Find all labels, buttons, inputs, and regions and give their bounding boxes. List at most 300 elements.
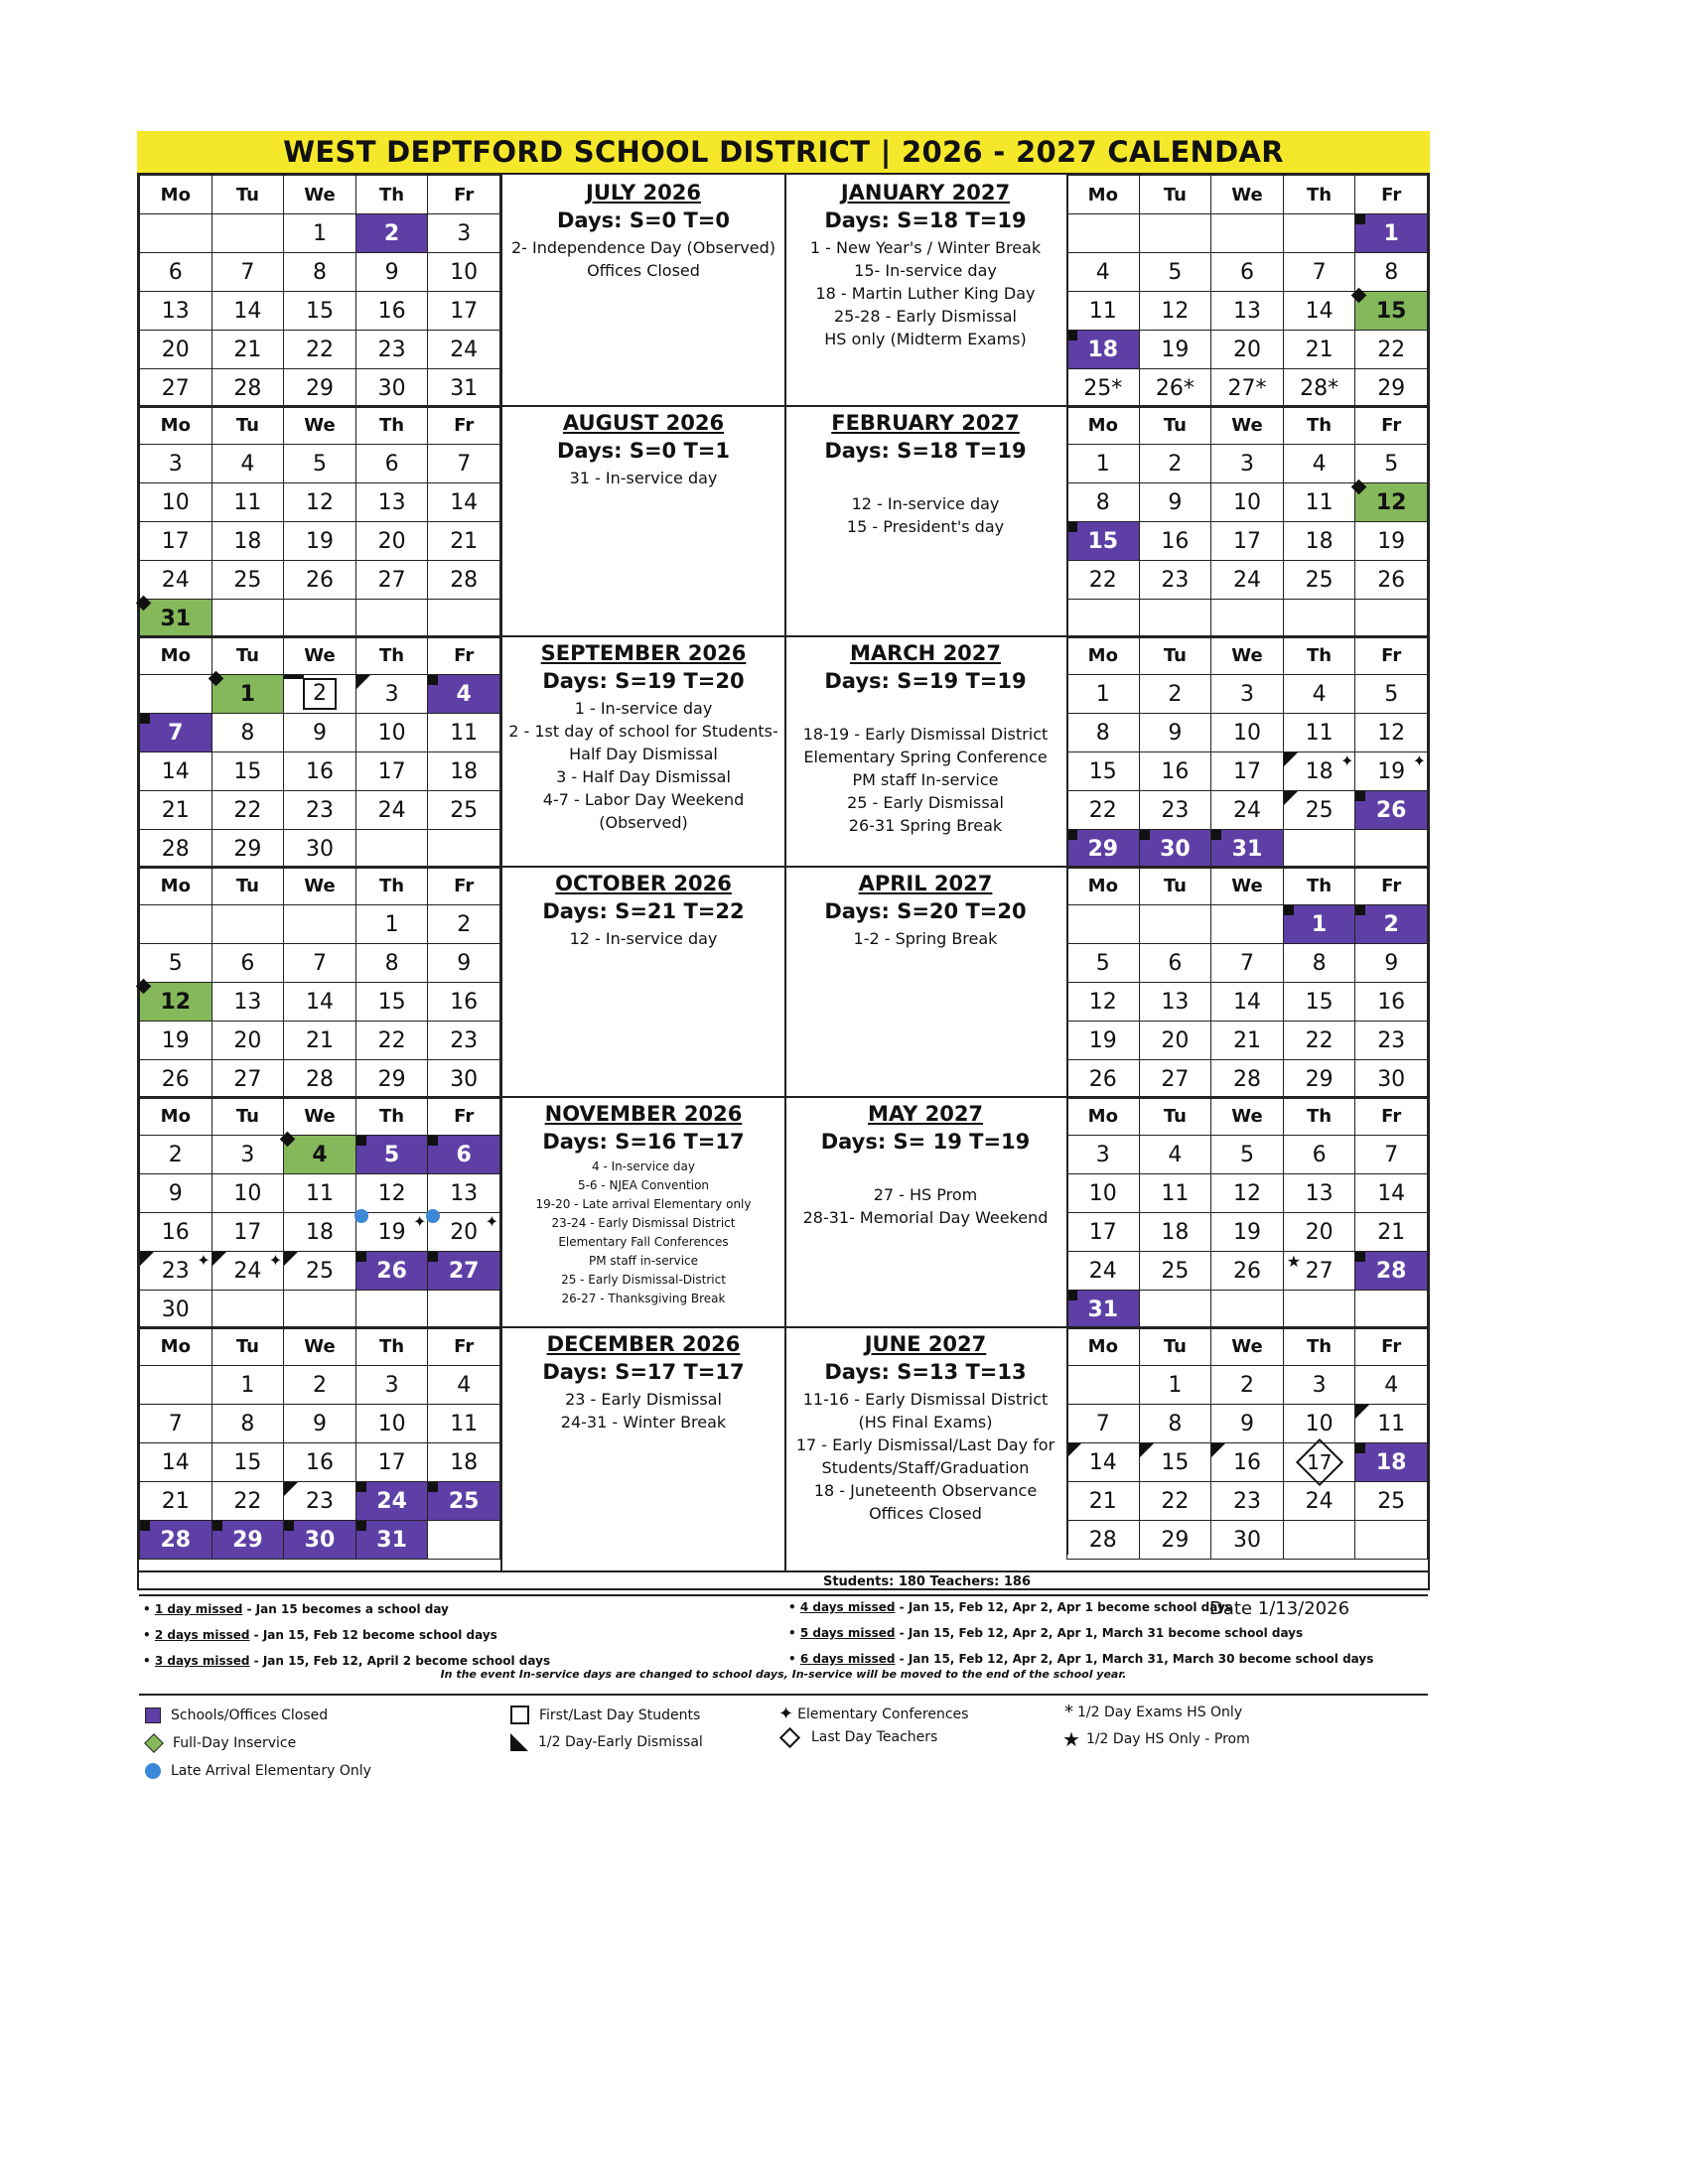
days-count: Days: S=19 T=20 [542, 669, 745, 693]
month-events [784, 723, 1066, 837]
day-cell: 24 [1067, 1252, 1140, 1291]
day-cell [211, 1291, 284, 1329]
day-cell: 8 [1067, 483, 1140, 522]
weekday-header: Fr [1355, 636, 1428, 675]
day-cell: 10 [1067, 1174, 1140, 1213]
closed-square-icon [1355, 905, 1365, 915]
month-name: FEBRUARY 2027 [831, 411, 1020, 435]
day-cell: 28* [1283, 369, 1355, 408]
weekday-header: We [1211, 867, 1284, 905]
day-cell [1283, 600, 1355, 638]
weekday-header: Th [1283, 867, 1355, 905]
days-count: Days: S=13 T=13 [824, 1360, 1027, 1384]
month-info-feb [784, 405, 1066, 538]
day-cell: 7 [1067, 1405, 1140, 1443]
closed-square-icon [1355, 1252, 1365, 1262]
prom-star-icon: ★ [1062, 1727, 1080, 1751]
day-cell: 22 [1067, 791, 1140, 830]
days-count: Days: S=20 T=20 [824, 899, 1027, 923]
day-cell: 14 [140, 752, 212, 791]
day-cell: 2 [284, 1366, 356, 1405]
event-line: Half Day Dismissal [569, 745, 718, 763]
calendar-grid-mar [1066, 635, 1428, 869]
day-cell: 19 [1139, 331, 1211, 369]
day-cell: 27 [428, 1252, 500, 1291]
day-cell: 26 [1211, 1252, 1284, 1291]
days-count: Days: S=18 T=19 [824, 439, 1027, 463]
month-events [502, 927, 784, 950]
day-cell: 22 [211, 1482, 284, 1521]
weekday-header: Tu [1139, 636, 1211, 675]
day-cell: 11 [1283, 714, 1355, 752]
day-cell [1139, 600, 1211, 638]
day-cell: 24 ✦ [211, 1252, 284, 1291]
day-cell: 31 [428, 369, 500, 408]
day-cell: 28 [140, 830, 212, 869]
day-cell: 6 [140, 253, 212, 292]
half-day-triangle-icon [1140, 1443, 1154, 1457]
event-line: 1 - In-service day [574, 699, 713, 718]
day-cell: 10 [1283, 1405, 1355, 1443]
divider-v3 [1066, 175, 1068, 1555]
days-count: Days: S=17 T=17 [542, 1360, 745, 1384]
day-cell: 13 [355, 483, 428, 522]
day-cell: 1 [211, 1366, 284, 1405]
weekday-header: Tu [1139, 1097, 1211, 1136]
day-cell [1211, 905, 1284, 944]
day-cell: 30 [355, 369, 428, 408]
day-cell: 19 [1355, 522, 1428, 561]
day-cell: 25 [1283, 791, 1355, 830]
day-cell: 17 [428, 292, 500, 331]
day-cell: 1 [1355, 214, 1428, 253]
day-cell: 28 [1211, 1060, 1284, 1099]
day-cell [1139, 214, 1211, 253]
day-cell: 22 [284, 331, 356, 369]
weekday-header: Th [355, 867, 428, 905]
day-cell [211, 600, 284, 638]
day-cell: 7 [211, 253, 284, 292]
event-line: 25-28 - Early Dismissal [834, 307, 1017, 326]
month-name: MARCH 2027 [849, 641, 1002, 665]
divider-h1 [139, 405, 1428, 407]
day-cell [1283, 1521, 1355, 1560]
day-cell: 12 [1139, 292, 1211, 331]
day-cell: 26* [1139, 369, 1211, 408]
day-cell: 28 [428, 561, 500, 600]
day-cell: 6 [211, 944, 284, 983]
day-cell [1067, 905, 1140, 944]
day-cell: 12 [1211, 1174, 1284, 1213]
weekday-header: Fr [428, 176, 500, 214]
day-cell: 11 [284, 1174, 356, 1213]
day-cell: 30 [1355, 1060, 1428, 1099]
day-cell: 19 [140, 1022, 212, 1060]
event-line: Elementary Spring Conference [803, 748, 1048, 766]
day-cell: 29 [284, 369, 356, 408]
day-cell: 18 [284, 1213, 356, 1252]
day-cell: 6 [1139, 944, 1211, 983]
day-cell: 31 [355, 1521, 428, 1560]
event-line: 25 - Early Dismissal-District [561, 1273, 726, 1287]
day-cell [1139, 905, 1211, 944]
weekday-header: We [1211, 1097, 1284, 1136]
day-cell [355, 1291, 428, 1329]
day-cell: 16 [284, 1443, 356, 1482]
half-day-triangle-icon [212, 1252, 226, 1266]
day-cell: 13 [1211, 292, 1284, 331]
day-cell: 22 [1283, 1022, 1355, 1060]
weekday-header: Th [355, 636, 428, 675]
month-info-jul [502, 175, 784, 282]
day-cell: 24 [1211, 561, 1284, 600]
event-line: Students/Staff/Graduation [821, 1458, 1030, 1477]
divider-h5 [139, 1326, 1428, 1328]
weekday-header: Mo [1067, 1097, 1140, 1136]
weekday-header: We [1211, 1327, 1284, 1366]
month-name: JULY 2026 [586, 181, 701, 205]
weekday-header: Mo [140, 867, 212, 905]
weekday-header: Mo [140, 176, 212, 214]
event-line: 23-24 - Early Dismissal District [551, 1216, 736, 1230]
day-cell: 5 [1139, 253, 1211, 292]
day-cell: 15 [211, 1443, 284, 1482]
day-cell: 8 [1283, 944, 1355, 983]
weekday-header: Fr [1355, 1097, 1428, 1136]
day-cell: 15 [211, 752, 284, 791]
day-cell: 23 [284, 1482, 356, 1521]
day-cell: 8 [1067, 714, 1140, 752]
day-cell: 14 [140, 1443, 212, 1482]
day-cell: 27* [1211, 369, 1284, 408]
day-cell: 8 [1139, 1405, 1211, 1443]
event-line: 17 - Early Dismissal/Last Day for [795, 1435, 1055, 1454]
event-line: 18-19 - Early Dismissal District [802, 725, 1049, 744]
month-name: JANUARY 2027 [840, 181, 1011, 205]
day-cell: 3 [211, 1136, 284, 1174]
day-cell: 16 [1355, 983, 1428, 1022]
event-line: 26-27 - Thanksgiving Break [561, 1292, 726, 1305]
event-line: 31 - In-service day [569, 469, 718, 487]
closed-square-icon [356, 1252, 366, 1262]
day-cell: 3 [355, 1366, 428, 1405]
day-cell: 29 [211, 1521, 284, 1560]
day-cell: 21 [428, 522, 500, 561]
half-day-triangle-icon [1355, 1405, 1369, 1419]
day-cell: 18 [428, 752, 500, 791]
half-day-triangle-icon [284, 1482, 298, 1496]
divider-h4 [139, 1096, 1428, 1098]
closed-square-icon [1067, 522, 1077, 532]
event-line: 11-16 - Early Dismissal District [802, 1390, 1049, 1409]
closed-square-icon [1355, 214, 1365, 224]
weekday-header: Mo [1067, 867, 1140, 905]
days-count: Days: S=16 T=17 [542, 1130, 745, 1154]
weekday-header: Tu [211, 636, 284, 675]
day-cell: 17 [1211, 522, 1284, 561]
half-day-triangle-icon [356, 675, 370, 689]
legend-lastteach: Last Day Teachers [782, 1729, 937, 1745]
weekday-header: Tu [211, 867, 284, 905]
half-day-triangle-icon [1067, 1443, 1081, 1457]
day-cell: 4 [211, 445, 284, 483]
missed-rule-5: • 5 days missed - Jan 15, Feb 12, Apr 2, Apr 1, March 31 become school days [788, 1626, 1304, 1640]
day-cell: 24 [355, 791, 428, 830]
day-cell: 27 [1139, 1060, 1211, 1099]
event-line: PM staff in-service [588, 1254, 699, 1268]
closed-square-icon [428, 1136, 438, 1146]
day-cell: 2 [1211, 1366, 1284, 1405]
weekday-header: Mo [1067, 1327, 1140, 1366]
day-cell: 18 [1067, 331, 1140, 369]
day-cell [428, 1521, 500, 1560]
day-cell: 22 [211, 791, 284, 830]
day-cell: 13 [1283, 1174, 1355, 1213]
day-cell: 19 [284, 522, 356, 561]
day-cell: 9 [140, 1174, 212, 1213]
closed-square-icon [428, 1482, 438, 1492]
day-cell [1355, 600, 1428, 638]
inservice-diamond-icon [144, 1733, 164, 1753]
conference-star-icon: ✦ [1339, 751, 1354, 770]
legend-half: 1/2 Day-Early Dismissal [510, 1733, 703, 1751]
weekday-header: We [284, 406, 356, 445]
day-cell: 15 [1067, 522, 1140, 561]
day-cell [1211, 214, 1284, 253]
day-cell: 31 [140, 600, 212, 638]
weekday-header: Fr [1355, 867, 1428, 905]
calendar-grid-feb [1066, 405, 1428, 638]
event-line: 3 - Half Day Dismissal [556, 767, 731, 786]
divider-h6 [139, 1570, 1428, 1572]
day-cell [1283, 1291, 1355, 1329]
half-day-triangle-icon [1284, 791, 1298, 805]
weekday-header: Tu [1139, 1327, 1211, 1366]
closed-square-icon [1140, 830, 1150, 840]
day-cell [428, 600, 500, 638]
day-cell: 27 ★ [1283, 1252, 1355, 1291]
closed-square-icon [1355, 791, 1365, 801]
day-cell: 25 [1355, 1482, 1428, 1521]
day-cell: 1 [284, 214, 356, 253]
day-cell: 2 [1139, 675, 1211, 714]
closed-square-icon [356, 1521, 366, 1531]
event-line: (Observed) [599, 813, 688, 832]
event-line: 2- Independence Day (Observed) [510, 238, 776, 257]
day-cell: 1 [1067, 445, 1140, 483]
day-cell: 17 [1067, 1213, 1140, 1252]
missed-rule-6: • 6 days missed - Jan 15, Feb 12, Apr 2, Apr 1, March 31, March 30 become school days [788, 1652, 1374, 1666]
month-events [784, 1388, 1066, 1525]
day-cell: 12 [284, 483, 356, 522]
event-line: 26-31 Spring Break [848, 816, 1003, 835]
late-arrival-circle-icon [354, 1209, 368, 1223]
weekday-header: Th [1283, 1097, 1355, 1136]
day-cell [284, 905, 356, 944]
day-cell: 21 [1067, 1482, 1140, 1521]
closed-square-icon [356, 1482, 366, 1492]
day-cell: 10 [428, 253, 500, 292]
day-cell: 4 [428, 675, 500, 714]
day-cell: 28 [284, 1060, 356, 1099]
event-line: 12 - In-service day [851, 494, 1000, 513]
day-cell: 10 [355, 714, 428, 752]
day-cell: 13 [1139, 983, 1211, 1022]
day-cell: 28 [1355, 1252, 1428, 1291]
weekday-header: We [284, 867, 356, 905]
half-day-triangle-icon [284, 1252, 298, 1266]
day-cell [355, 600, 428, 638]
day-cell [1283, 1443, 1355, 1482]
weekday-header: We [1211, 636, 1284, 675]
day-cell: 11 [211, 483, 284, 522]
calendar-grid-nov [139, 1096, 500, 1329]
day-cell: 5 [355, 1136, 428, 1174]
day-cell: 23 [1139, 791, 1211, 830]
day-cell: 18 [1355, 1443, 1428, 1482]
calendar-title: WEST DEPTFORD SCHOOL DISTRICT | 2026 - 2027 CALENDAR [137, 131, 1430, 173]
day-cell: 2 [1139, 445, 1211, 483]
closed-square-icon [140, 714, 150, 724]
day-cell: 1 [1139, 1366, 1211, 1405]
day-cell: 5 [1067, 944, 1140, 983]
day-cell: 15 [1067, 752, 1140, 791]
day-cell: 16 [428, 983, 500, 1022]
day-cell: 10 [140, 483, 212, 522]
weekday-header: We [284, 176, 356, 214]
day-cell: 17 [1211, 752, 1284, 791]
day-cell [355, 830, 428, 869]
day-cell: 21 [1283, 331, 1355, 369]
day-cell: 16 [355, 292, 428, 331]
day-cell: 7 [140, 714, 212, 752]
day-cell: 7 [140, 1405, 212, 1443]
day-cell: 7 [1355, 1136, 1428, 1174]
day-cell: 11 [428, 714, 500, 752]
day-cell [1211, 1291, 1284, 1329]
event-line: 1 - New Year's / Winter Break [809, 238, 1042, 257]
event-line: 18 - Martin Luther King Day [815, 284, 1036, 303]
days-count: Days: S=0 T=0 [556, 208, 731, 232]
closed-square-icon [428, 1252, 438, 1262]
half-day-triangle-icon [284, 675, 304, 679]
day-cell: 6 [1211, 253, 1284, 292]
day-cell: 9 [1139, 714, 1211, 752]
divider-h7 [139, 1594, 1428, 1596]
event-line: 1-2 - Spring Break [853, 929, 998, 948]
day-cell: 13 [428, 1174, 500, 1213]
day-cell: 25 [428, 1482, 500, 1521]
day-cell: 18 [1283, 522, 1355, 561]
event-line: 15 - President's day [846, 517, 1005, 536]
weekday-header: We [284, 1097, 356, 1136]
month-name: DECEMBER 2026 [546, 1332, 741, 1356]
event-line: 19-20 - Late arrival Elementary only [535, 1197, 752, 1211]
closed-square-icon [1067, 1291, 1077, 1300]
day-cell: 2 [428, 905, 500, 944]
day-cell: 12 [1355, 714, 1428, 752]
day-cell: 21 [211, 331, 284, 369]
weekday-header: Mo [140, 636, 212, 675]
day-cell: 30 [284, 830, 356, 869]
day-cell: 23 ✦ [140, 1252, 212, 1291]
day-cell: 21 [1211, 1022, 1284, 1060]
day-cell: 20 [1283, 1213, 1355, 1252]
day-cell: 10 [1211, 714, 1284, 752]
day-cell: 8 [284, 253, 356, 292]
day-cell: 26 [140, 1060, 212, 1099]
event-line: Offices Closed [587, 261, 700, 280]
day-cell: 5 [1355, 445, 1428, 483]
day-cell: 9 [284, 1405, 356, 1443]
day-cell: 30 [140, 1291, 212, 1329]
month-info-sep [502, 635, 784, 834]
day-cell: 14 [1067, 1443, 1140, 1482]
weekday-header: Mo [140, 1327, 212, 1366]
calendar-grid-may [1066, 1096, 1428, 1329]
day-cell: 19 [1067, 1022, 1140, 1060]
day-cell: 15 [1139, 1443, 1211, 1482]
event-line: 4 - In-service day [592, 1160, 695, 1173]
event-line: 18 - Juneteenth Observance [813, 1481, 1038, 1500]
prom-star-icon: ★ [1286, 1252, 1302, 1271]
day-cell: 5 [140, 944, 212, 983]
day-cell: 1 [1283, 905, 1355, 944]
legend-inservice: Full-Day Inservice [145, 1735, 296, 1751]
day-cell: 23 [1355, 1022, 1428, 1060]
day-cell: 27 [140, 369, 212, 408]
day-cell: 9 [355, 253, 428, 292]
closed-square-icon [428, 675, 438, 685]
day-cell [211, 905, 284, 944]
calendar-grid-aug [139, 405, 500, 638]
month-info-oct [502, 866, 784, 950]
day-cell [284, 600, 356, 638]
day-cell [1067, 1366, 1140, 1405]
day-cell: 21 [1355, 1213, 1428, 1252]
weekday-header: Fr [428, 867, 500, 905]
missed-rule-3: • 3 days missed - Jan 15, Feb 12, April 2 become school days [143, 1654, 551, 1668]
day-cell: 23 [1139, 561, 1211, 600]
day-cell: 4 [1283, 445, 1355, 483]
missed-rule-2: • 2 days missed - Jan 15, Feb 12 become school days [143, 1628, 497, 1642]
weekday-header: We [284, 636, 356, 675]
day-cell: 3 [428, 214, 500, 253]
day-cell [1355, 830, 1428, 869]
calendar-grid-jan [1066, 175, 1428, 408]
day-cell: 20 ✦ [428, 1213, 500, 1252]
day-cell: 16 [284, 752, 356, 791]
day-cell: 7 [428, 445, 500, 483]
day-cell: 4 [1139, 1136, 1211, 1174]
day-cell [1283, 214, 1355, 253]
weekday-header: Fr [1355, 176, 1428, 214]
late-arrival-circle-icon [145, 1763, 161, 1779]
day-cell: 30 [1139, 830, 1211, 869]
day-cell: 9 [1211, 1405, 1284, 1443]
month-info-jan [784, 175, 1066, 350]
day-cell: 12 [1355, 483, 1428, 522]
day-cell [1355, 1521, 1428, 1560]
day-cell: 17 [211, 1213, 284, 1252]
day-cell: 21 [140, 1482, 212, 1521]
day-cell [1067, 214, 1140, 253]
day-cell: 4 [428, 1366, 500, 1405]
weekday-header: Fr [428, 406, 500, 445]
day-cell: 12 [140, 983, 212, 1022]
event-line: 4-7 - Labor Day Weekend [542, 790, 745, 809]
day-cell: 23 [428, 1022, 500, 1060]
